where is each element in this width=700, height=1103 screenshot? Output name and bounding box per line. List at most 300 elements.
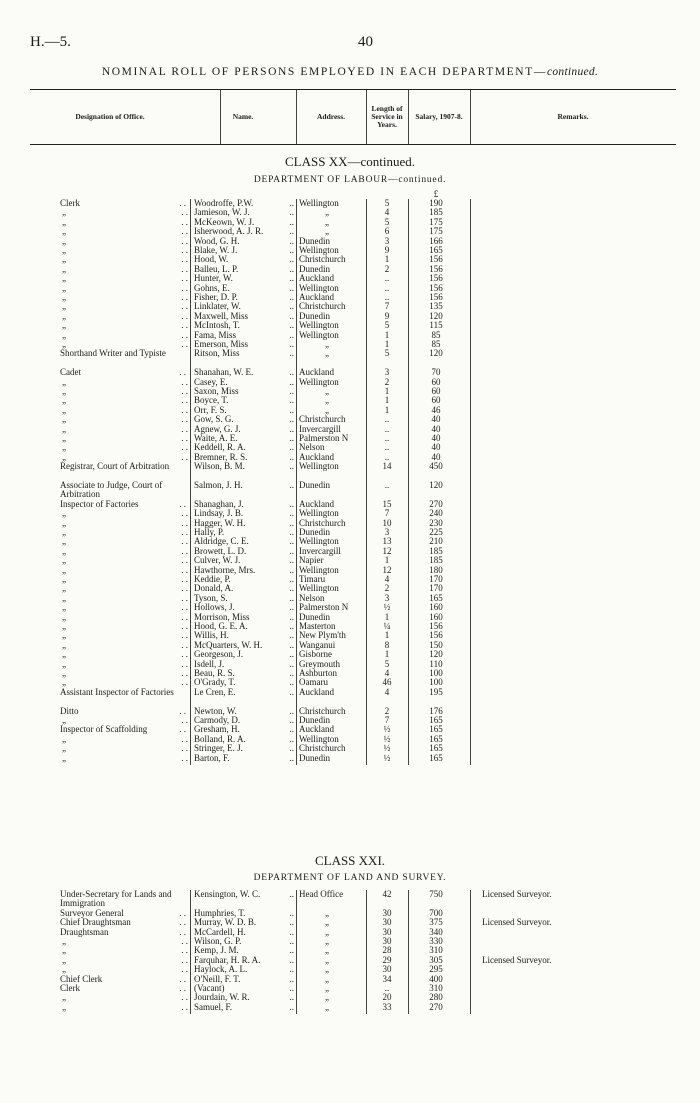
name-cell: Casey, E. .. <box>194 377 294 387</box>
designation-cell: „ . . <box>62 424 188 434</box>
length-cell: 10 <box>382 517 392 528</box>
designation-cell: Draughtsman . . <box>60 927 186 937</box>
table-row <box>0 946 700 955</box>
salary-cell: 160 <box>429 611 443 622</box>
table-row <box>0 218 700 227</box>
salary-cell: 40 <box>431 451 441 462</box>
salary-cell: 330 <box>429 936 443 946</box>
designation-cell: „ . . <box>62 321 188 331</box>
leader-dots: . . <box>181 518 188 528</box>
length-cell: 1 <box>384 404 390 415</box>
address-cell: Dunedin <box>299 236 330 246</box>
name-cell: Hood, W. .. <box>194 255 294 265</box>
leader-dots: .. <box>289 650 294 660</box>
salary-cell: 40 <box>431 433 441 443</box>
table-row <box>0 956 700 965</box>
leader-dots: .. <box>289 199 294 208</box>
designation-cell: „ . . <box>62 518 188 528</box>
address-cell: Wellington <box>299 462 339 472</box>
length-cell: 30 <box>382 907 392 918</box>
leader-dots: .. <box>289 993 294 1003</box>
address-cell: Wellington <box>299 377 339 387</box>
leader-dots: .. <box>289 377 294 387</box>
leader-dots: .. <box>289 405 294 415</box>
table-row <box>0 937 700 946</box>
designation-cell: Clerk . . <box>60 199 186 208</box>
name-cell: Willis, H. .. <box>194 631 294 641</box>
length-cell: 7 <box>384 301 390 312</box>
designation-cell: „ . . <box>62 452 188 462</box>
designation-cell: „ . . <box>62 669 188 678</box>
table-row <box>0 415 700 424</box>
table-row <box>0 387 700 396</box>
designation-cell: „ . . <box>62 955 188 965</box>
leader-dots: . . <box>181 274 188 284</box>
length-cell: 1 <box>384 386 390 396</box>
salary-cell: 225 <box>429 527 443 537</box>
leader-dots: . . <box>181 734 188 744</box>
designation-cell: „ . . <box>62 208 188 218</box>
table-row <box>0 1003 700 1012</box>
salary-cell: 165 <box>429 752 443 763</box>
table-row <box>0 725 700 734</box>
length-cell: 13 <box>382 536 392 547</box>
table-row <box>0 965 700 974</box>
salary-cell: 85 <box>431 329 441 340</box>
designation-cell: „ . . <box>62 293 188 302</box>
name-cell: Donald, A. .. <box>194 584 294 594</box>
table-row <box>0 378 700 387</box>
leader-dots: .. <box>289 937 294 946</box>
leader-dots: .. <box>289 528 294 537</box>
length-cell: 6 <box>384 226 390 237</box>
designation-cell: „ . . <box>62 946 188 956</box>
leader-dots: . . <box>181 264 188 274</box>
name-cell: Culver, W. J. .. <box>194 556 294 566</box>
salary-cell: 170 <box>429 583 443 594</box>
length-cell: 2 <box>384 263 390 274</box>
designation-cell: Chief Draughtsman . . <box>60 918 186 928</box>
salary-cell: 165 <box>429 733 443 744</box>
address-cell: „ <box>325 974 329 984</box>
leader-dots: .. <box>289 622 294 631</box>
leader-dots: . . <box>181 396 188 406</box>
salary-cell: 400 <box>429 973 443 984</box>
leader-dots: .. <box>289 302 294 312</box>
leader-dots: .. <box>289 725 294 735</box>
designation-cell: Ditto . . <box>60 706 186 716</box>
designation-cell: „ . . <box>62 387 188 396</box>
leader-dots: .. <box>289 293 294 302</box>
address-cell: Christchurch <box>299 255 346 265</box>
address-cell: „ <box>325 937 329 946</box>
length-cell: 30 <box>382 936 392 946</box>
salary-cell: 280 <box>429 992 443 1003</box>
leader-dots: .. <box>289 424 294 434</box>
table-row <box>0 556 700 565</box>
salary-cell: 135 <box>429 301 443 312</box>
leader-dots: .. <box>289 974 294 984</box>
length-cell: ½ <box>383 733 391 744</box>
leader-dots: . . <box>179 908 186 918</box>
salary-cell: 210 <box>429 536 443 547</box>
leader-dots: . . <box>181 965 188 975</box>
leader-dots: . . <box>181 443 188 453</box>
leader-dots: .. <box>289 283 294 293</box>
length-cell: 5 <box>384 216 390 227</box>
leader-dots: .. <box>289 321 294 331</box>
address-cell: Palmerston N <box>299 603 349 613</box>
length-cell: 34 <box>382 973 392 984</box>
length-cell: 8 <box>384 639 390 650</box>
designation-cell: Clerk . . <box>60 984 186 993</box>
salary-cell: 100 <box>429 668 443 678</box>
address-cell: Wellington <box>299 734 339 744</box>
leader-dots: . . <box>181 387 188 396</box>
leader-dots: . . <box>181 434 188 443</box>
name-cell: Haylock, A. L. .. <box>194 965 294 975</box>
address-cell: Wellington <box>299 509 339 519</box>
length-cell: 1 <box>384 329 390 340</box>
table-row <box>0 669 700 678</box>
address-cell: Dunedin <box>299 311 330 321</box>
length-cell: 7 <box>384 715 390 725</box>
table-row <box>0 754 700 763</box>
name-cell: Keddie, P. .. <box>194 575 294 584</box>
designation-cell: „ . . <box>62 631 188 641</box>
designation-cell: „ . . <box>62 650 188 660</box>
leader-dots: . . <box>181 302 188 312</box>
leader-dots: .. <box>289 659 294 669</box>
leader-dots: . . <box>181 340 188 349</box>
table-row <box>0 735 700 744</box>
name-cell: Georgeson, J. .. <box>194 650 294 660</box>
salary-cell: 295 <box>429 964 443 975</box>
length-cell: 30 <box>382 917 392 928</box>
leader-dots: . . <box>181 603 188 613</box>
designation-cell: „ . . <box>62 993 188 1003</box>
col-length: Length of Service in Years. <box>371 104 403 129</box>
table-row <box>0 519 700 528</box>
class-xx-label: CLASS XX—continued. <box>285 154 415 169</box>
leader-dots: . . <box>181 955 188 965</box>
designation-cell: Surveyor General . . <box>60 908 186 918</box>
name-cell: Fama, Miss .. <box>194 330 294 340</box>
length-cell: 4 <box>384 574 390 584</box>
name-cell: Salmon, J. H. .. <box>194 481 294 490</box>
leader-dots: . . <box>181 528 188 537</box>
address-cell: Wellington <box>299 321 339 331</box>
length-cell: .. <box>384 414 390 425</box>
table-row <box>0 274 700 283</box>
length-cell: 28 <box>382 945 392 956</box>
length-cell: 33 <box>382 1001 392 1012</box>
salary-cell: 165 <box>429 245 443 255</box>
name-cell: Isherwood, A. J. R. .. <box>194 227 294 237</box>
leader-dots: .. <box>289 481 294 490</box>
name-cell: Isdell, J. .. <box>194 659 294 669</box>
address-cell: „ <box>325 1002 329 1012</box>
length-cell: 4 <box>384 668 390 678</box>
leader-dots: . . <box>179 974 186 984</box>
length-cell: .. <box>384 983 390 993</box>
length-cell: 30 <box>382 926 392 937</box>
salary-cell: 150 <box>429 639 443 650</box>
name-cell: Ritson, Miss .. <box>194 349 294 359</box>
length-cell: 29 <box>382 954 392 965</box>
length-cell: 1 <box>384 339 390 349</box>
leader-dots: . . <box>181 631 188 641</box>
leader-dots: . . <box>181 946 188 956</box>
length-cell: 9 <box>384 310 390 321</box>
salary-cell: 185 <box>429 207 443 218</box>
table-row <box>0 594 700 603</box>
leader-dots: .. <box>289 255 294 265</box>
table-row <box>0 918 700 927</box>
leader-dots: .. <box>289 640 294 650</box>
name-cell: Jamieson, W. J. .. <box>194 208 294 218</box>
salary-cell: 165 <box>429 592 443 603</box>
designation-cell: Under-Secretary for Lands and Immigration <box>60 890 172 909</box>
address-cell: Auckland <box>299 368 334 378</box>
name-cell: Linklater, W. .. <box>194 302 294 312</box>
table-row <box>0 265 700 274</box>
leader-dots: . . <box>181 753 188 763</box>
length-cell: 46 <box>382 677 392 688</box>
address-cell: Christchurch <box>299 706 346 716</box>
designation-cell: Inspector of Factories . . <box>60 499 186 509</box>
length-cell: 1 <box>384 555 390 566</box>
name-cell: Balleu, L. P. .. <box>194 264 294 274</box>
length-cell: 2 <box>384 705 390 716</box>
name-cell: Bremner, R. S. .. <box>194 452 294 462</box>
leader-dots: . . <box>181 669 188 678</box>
designation-cell: „ . . <box>62 593 188 603</box>
designation-cell: „ . . <box>62 415 188 425</box>
leader-dots: .. <box>289 716 294 725</box>
salary-cell: 156 <box>429 282 443 293</box>
length-cell: .. <box>384 273 390 284</box>
leader-dots: . . <box>181 236 188 246</box>
name-cell: McQuarters, W. H. .. <box>194 640 294 650</box>
table-row <box>0 331 700 340</box>
designation-cell: „ . . <box>62 575 188 584</box>
leader-dots: .. <box>289 612 294 622</box>
address-cell: Wellington <box>299 246 339 255</box>
address-cell: Christchurch <box>299 744 346 754</box>
page-number: 40 <box>358 34 373 50</box>
address-cell: Dunedin <box>299 753 330 763</box>
designation-cell: „ . . <box>62 678 188 688</box>
name-cell: Tyson, S. .. <box>194 593 294 603</box>
name-cell: Browett, L. D. .. <box>194 546 294 556</box>
length-cell: 1 <box>384 254 390 265</box>
salary-cell: 156 <box>429 273 443 284</box>
leader-dots: .. <box>289 387 294 396</box>
length-cell: ½ <box>383 743 391 754</box>
length-cell: 3 <box>384 235 390 246</box>
leader-dots: . . <box>181 509 188 519</box>
address-cell: Napier <box>299 556 324 566</box>
name-cell: O'Neill, F. T. .. <box>194 974 294 984</box>
table-row <box>0 349 700 368</box>
designation-cell: „ . . <box>62 443 188 453</box>
salary-cell: 305 <box>429 954 443 965</box>
salary-cell: 240 <box>429 508 443 519</box>
table-row <box>0 481 700 500</box>
name-cell: Hally, P. .. <box>194 528 294 537</box>
designation-cell: „ . . <box>62 217 188 227</box>
designation-cell: „ . . <box>62 405 188 415</box>
name-cell: Morrison, Miss .. <box>194 612 294 622</box>
leader-dots: .. <box>289 603 294 613</box>
name-cell: Carmody, D. .. <box>194 716 294 725</box>
name-cell: Hagger, W. H. .. <box>194 518 294 528</box>
salary-cell: 160 <box>429 602 443 613</box>
salary-cell: 46 <box>431 404 441 415</box>
currency-symbol: £ <box>433 189 439 199</box>
name-cell: Kensington, W. C. .. <box>194 890 294 899</box>
name-cell: Murray, W. D. B. .. <box>194 918 294 928</box>
address-cell: „ <box>325 227 329 237</box>
length-cell: .. <box>384 451 390 462</box>
table-row <box>0 707 700 716</box>
name-cell: Barton, F. .. <box>194 753 294 763</box>
leader-dots: . . <box>181 650 188 660</box>
name-cell: Newton, W. .. <box>194 706 294 716</box>
salary-cell: 85 <box>431 339 441 349</box>
designation-cell: „ . . <box>62 274 188 284</box>
table-row <box>0 284 700 293</box>
salary-cell: 175 <box>429 216 443 227</box>
table-row <box>0 890 700 909</box>
address-cell: Nelson <box>299 443 325 453</box>
name-cell: Shanahan, W. E. .. <box>194 368 294 378</box>
address-cell: Nelson <box>299 593 325 603</box>
address-cell: Christchurch <box>299 302 346 312</box>
name-cell: Orr, F. S. .. <box>194 405 294 415</box>
table-row <box>0 462 700 481</box>
table-row <box>0 678 700 687</box>
salary-cell: 750 <box>429 889 443 899</box>
address-cell: Wellington <box>299 584 339 594</box>
table-row <box>0 199 700 208</box>
leader-dots: . . <box>181 330 188 340</box>
address-cell: Gisborne <box>299 650 332 660</box>
length-cell: .. <box>384 433 390 443</box>
address-cell: Wanganui <box>299 640 336 650</box>
leader-dots: .. <box>289 546 294 556</box>
length-cell: .. <box>384 442 390 453</box>
name-cell: Le Cren, E. .. <box>194 687 294 697</box>
leader-dots: .. <box>289 340 294 349</box>
leader-dots: .. <box>289 965 294 975</box>
leader-dots: .. <box>289 918 294 928</box>
table-row <box>0 368 700 377</box>
salary-cell: 165 <box>429 724 443 735</box>
address-cell: Auckland <box>299 452 334 462</box>
length-cell: 7 <box>384 508 390 519</box>
leader-dots: . . <box>181 546 188 556</box>
class-xx-title <box>0 154 700 170</box>
designation-cell: „ . . <box>62 537 188 547</box>
name-cell: Gohns, E. .. <box>194 283 294 293</box>
length-cell: 12 <box>382 545 392 556</box>
leader-dots: .. <box>289 415 294 425</box>
designation-cell: „ . . <box>62 640 188 650</box>
salary-cell: 165 <box>429 715 443 725</box>
designation-cell: „ . . <box>62 565 188 575</box>
name-cell: Wilson, G. P. .. <box>194 937 294 946</box>
address-cell: Christchurch <box>299 415 346 425</box>
table-row <box>0 443 700 452</box>
leader-dots: .. <box>289 349 294 359</box>
name-cell: Waite, A. E. .. <box>194 434 294 443</box>
length-cell: 4 <box>384 207 390 218</box>
designation-cell: „ . . <box>62 509 188 519</box>
leader-dots: .. <box>289 678 294 688</box>
address-cell: Invercargill <box>299 424 341 434</box>
name-cell: Hunter, W. .. <box>194 274 294 284</box>
address-cell: „ <box>325 405 329 415</box>
designation-cell: „ . . <box>62 434 188 443</box>
address-cell: Head Office <box>299 890 344 899</box>
leader-dots: .. <box>289 264 294 274</box>
length-cell: 3 <box>384 527 390 537</box>
name-cell: Samuel, F. .. <box>194 1002 294 1012</box>
leader-dots: . . <box>181 217 188 227</box>
address-cell: Oamaru <box>299 678 328 688</box>
leader-dots: . . <box>181 537 188 547</box>
leader-dots: . . <box>181 640 188 650</box>
name-cell: Woodroffe, P.W. .. <box>194 199 294 208</box>
leader-dots: .. <box>289 565 294 575</box>
table-row <box>0 246 700 255</box>
designation-cell: „ . . <box>62 236 188 246</box>
designation-cell: Cadet . . <box>60 368 186 378</box>
leader-dots: . . <box>181 575 188 584</box>
leader-dots: . . <box>179 984 186 993</box>
col-designation: Designation of Office. <box>75 112 145 121</box>
labour-dept-title: DEPARTMENT OF LABOUR—continued. <box>253 175 447 185</box>
length-cell: 4 <box>384 686 390 697</box>
table-row <box>0 425 700 434</box>
page-ref: H.—5. <box>30 34 71 50</box>
name-cell: Boyce, T. .. <box>194 396 294 406</box>
salary-cell: 40 <box>431 423 441 434</box>
leader-dots: . . <box>181 612 188 622</box>
leader-dots: .. <box>289 434 294 443</box>
designation-cell: Associate to Judge, Court of Arbitration <box>60 481 163 500</box>
address-cell: „ <box>325 993 329 1003</box>
leader-dots: .. <box>289 236 294 246</box>
salary-cell: 310 <box>429 983 443 993</box>
leader-dots: . . <box>179 199 186 208</box>
length-cell: .. <box>384 480 390 490</box>
length-cell: 5 <box>384 198 390 208</box>
table-row <box>0 537 700 546</box>
leader-dots: .. <box>289 396 294 406</box>
leader-dots: .. <box>289 330 294 340</box>
column-header-row <box>30 89 676 145</box>
address-cell: „ <box>325 217 329 227</box>
salary-cell: 165 <box>429 743 443 754</box>
leader-dots: . . <box>181 452 188 462</box>
address-cell: „ <box>325 387 329 396</box>
length-cell: 14 <box>382 461 392 472</box>
length-cell: ¼ <box>383 621 391 631</box>
leader-dots: . . <box>181 415 188 425</box>
